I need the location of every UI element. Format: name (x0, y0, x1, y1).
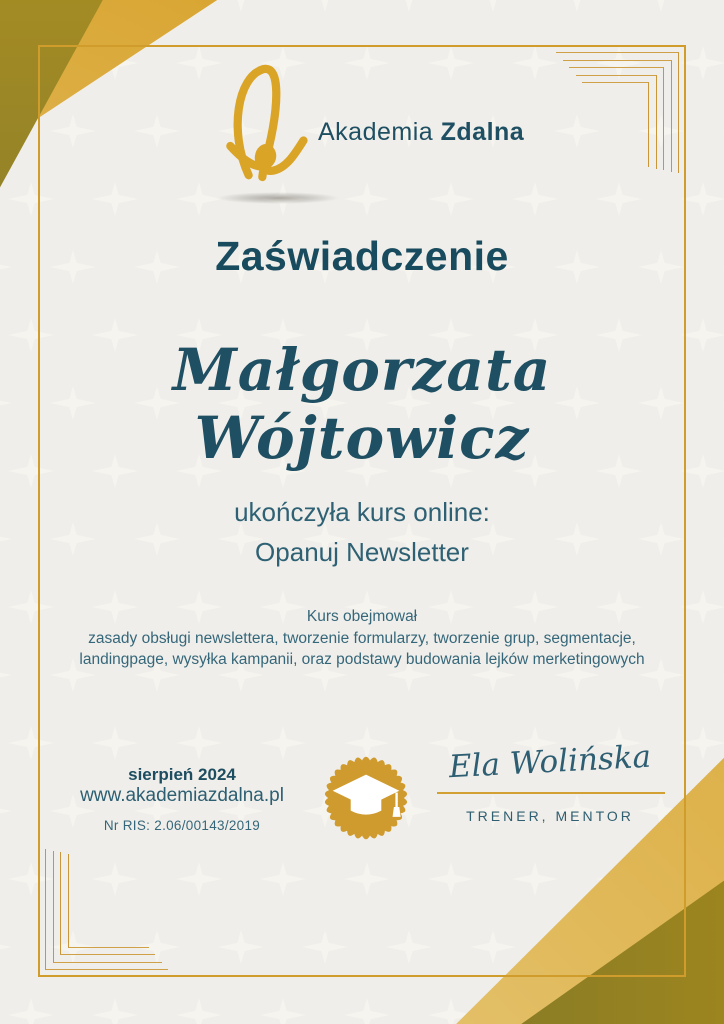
logo-mark-icon (224, 60, 308, 188)
recipient-name: Małgorzata Wójtowicz (172, 336, 552, 472)
signer-role: TRENER, MENTOR (466, 808, 634, 824)
brand-name (318, 118, 524, 147)
brand-name-regular: Akademia (318, 118, 434, 146)
sparkle-icon (302, 0, 348, 12)
ornament-line (68, 854, 149, 948)
sparkle-icon (176, 998, 222, 1024)
sparkle-icon (680, 182, 724, 216)
course-scope (0, 606, 724, 671)
sparkle-icon (680, 46, 724, 80)
brand-name-bold: Zdalna (440, 118, 525, 146)
sparkle-icon (0, 794, 12, 828)
website-url: www.akademiazdalna.pl (80, 785, 284, 806)
course-subtitle-line1: ukończyła kurs online: (234, 497, 490, 527)
sparkle-icon (218, 0, 264, 12)
ris-number: Nr RIS: 2.06/00143/2019 (103, 818, 261, 833)
sparkle-icon (680, 726, 724, 760)
sparkle-icon (386, 0, 432, 12)
graduation-cap-badge (321, 751, 411, 845)
certificate-title: Zaświadczenie (215, 233, 509, 279)
issue-date: sierpień 2024 (128, 765, 236, 784)
sparkle-icon (92, 998, 138, 1024)
ornament-line (582, 82, 649, 167)
signature-line (437, 792, 665, 794)
sparkle-icon (344, 998, 390, 1024)
course-title: Opanuj Newsletter (255, 537, 469, 567)
sparkle-icon (260, 998, 306, 1024)
sparkle-icon (554, 0, 600, 12)
scope-line2: landingpage, wysyłka kampanii, oraz podstawy budowania lejków merketingowych (79, 651, 645, 668)
sparkle-icon (8, 998, 54, 1024)
sparkle-icon (0, 930, 12, 964)
scope-heading: Kurs obejmował (306, 608, 418, 625)
sparkle-icon (638, 0, 684, 12)
logo-shadow (216, 192, 340, 204)
corner-ornament-top-right (549, 52, 679, 182)
signature-name: Ela Wolińska (448, 738, 652, 786)
sparkle-icon (470, 0, 516, 12)
corner-ornament-bottom-left (45, 840, 175, 970)
scope-line1: zasady obsługi newslettera, tworzenie formularzy, tworzenie grup, segmentacje, (88, 629, 636, 647)
